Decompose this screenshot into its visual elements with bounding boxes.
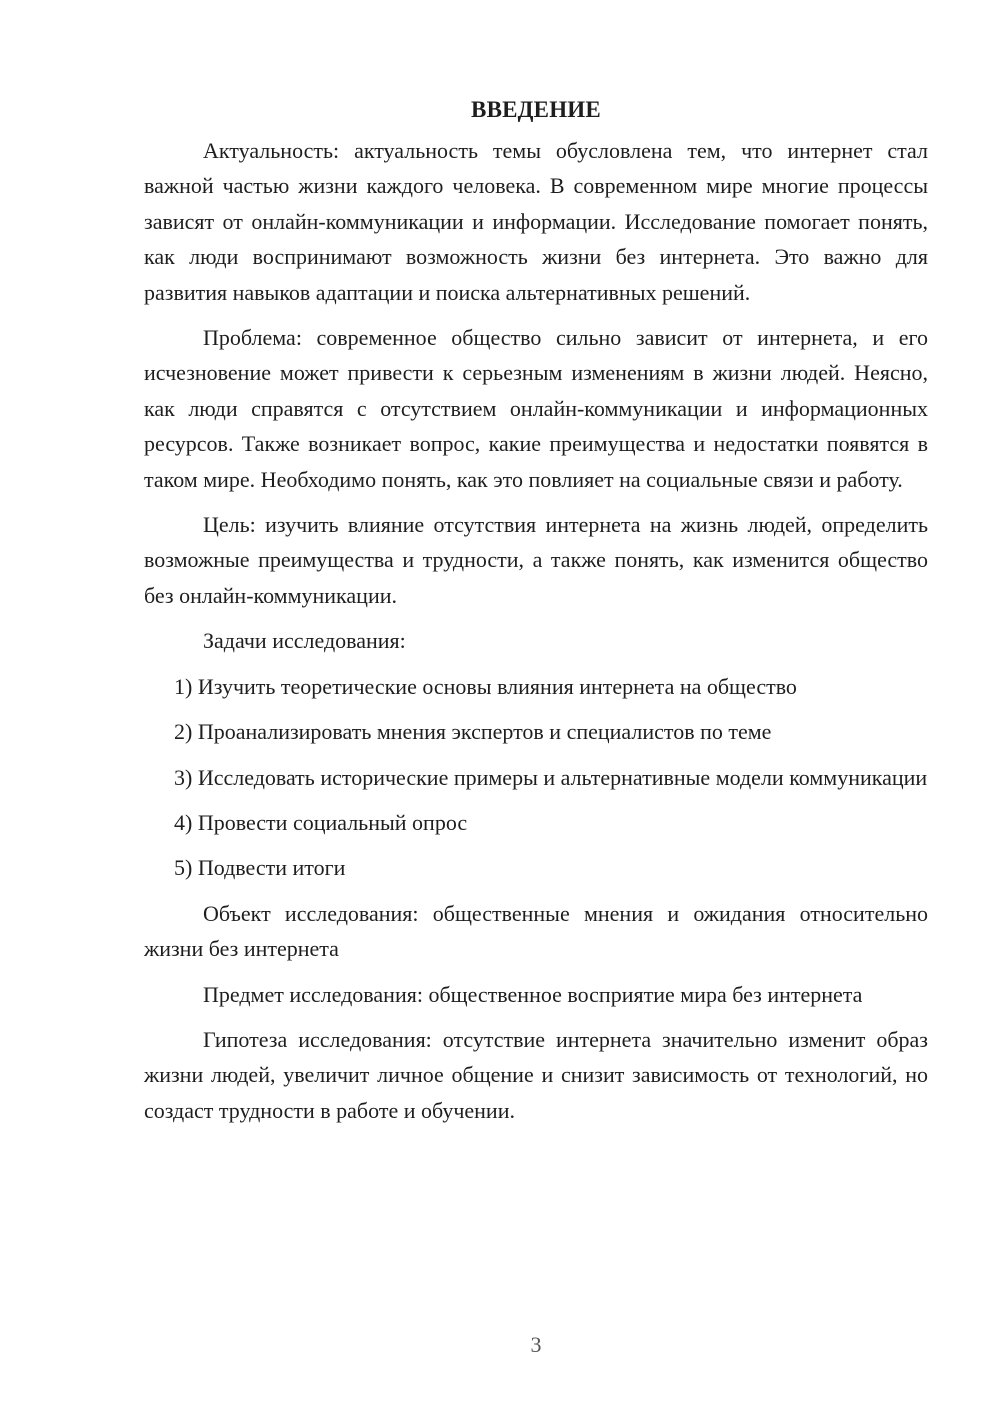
task-item-5: 5) Подвести итоги <box>174 855 346 881</box>
problem-paragraph: Проблема: современное общество сильно зависит от интернета, и его исчезновение может привести к серьезным изменениям в жизни людей. Неясно, как люди справятся с отсутствием онлайн-коммуникации и информационных ресурсов. Также возникает вопрос, какие преимущества и недостатки появятся в таком мире. Необходимо понять, как это повлияет на социальные связи и работу. <box>144 325 928 492</box>
hypothesis-paragraph: Гипотеза исследования: отсутствие интернета значительно изменит образ жизни людей, увеличит личное общение и снизит зависимость от технологий, но создаст трудности в работе и обучении. <box>144 1026 928 1123</box>
object-paragraph: Объект исследования: общественные мнения и ожидания относительно жизни без интернета <box>144 900 928 962</box>
goal-paragraph: Цель: изучить влияние отсутствия интернета на жизнь людей, определить возможные преимущества и трудности, а также понять, как изменится общество без онлайн-коммуникации. <box>144 512 928 608</box>
task-item-1: 1) Изучить теоретические основы влияния интернета на общество <box>174 673 797 699</box>
task-item-3: 3) Исследовать исторические примеры и альтернативные модели коммуникации <box>174 764 928 790</box>
task-item-2: 2) Проанализировать мнения экспертов и специалистов по теме <box>174 719 772 745</box>
subject-paragraph: Предмет исследования: общественное восприятие мира без интернета <box>203 981 863 1007</box>
document-page <box>144 92 928 1128</box>
page-number: 3 <box>530 1332 542 1357</box>
page-title: ВВЕДЕНИЕ <box>471 97 601 122</box>
tasks-heading: Задачи исследования: <box>203 628 406 654</box>
task-item-4: 4) Провести социальный опрос <box>174 809 468 835</box>
relevance-paragraph: Актуальность: актуальность темы обусловлена тем, что интернет стал важной частью жизни каждого человека. В современном мире многие процессы зависят от онлайн-коммуникации и информации. Исследование помогает понять, как люди воспринимают возможность жизни без интернета. Это важно для развития навыков адаптации и поиска альтернативных решений. <box>144 138 928 305</box>
